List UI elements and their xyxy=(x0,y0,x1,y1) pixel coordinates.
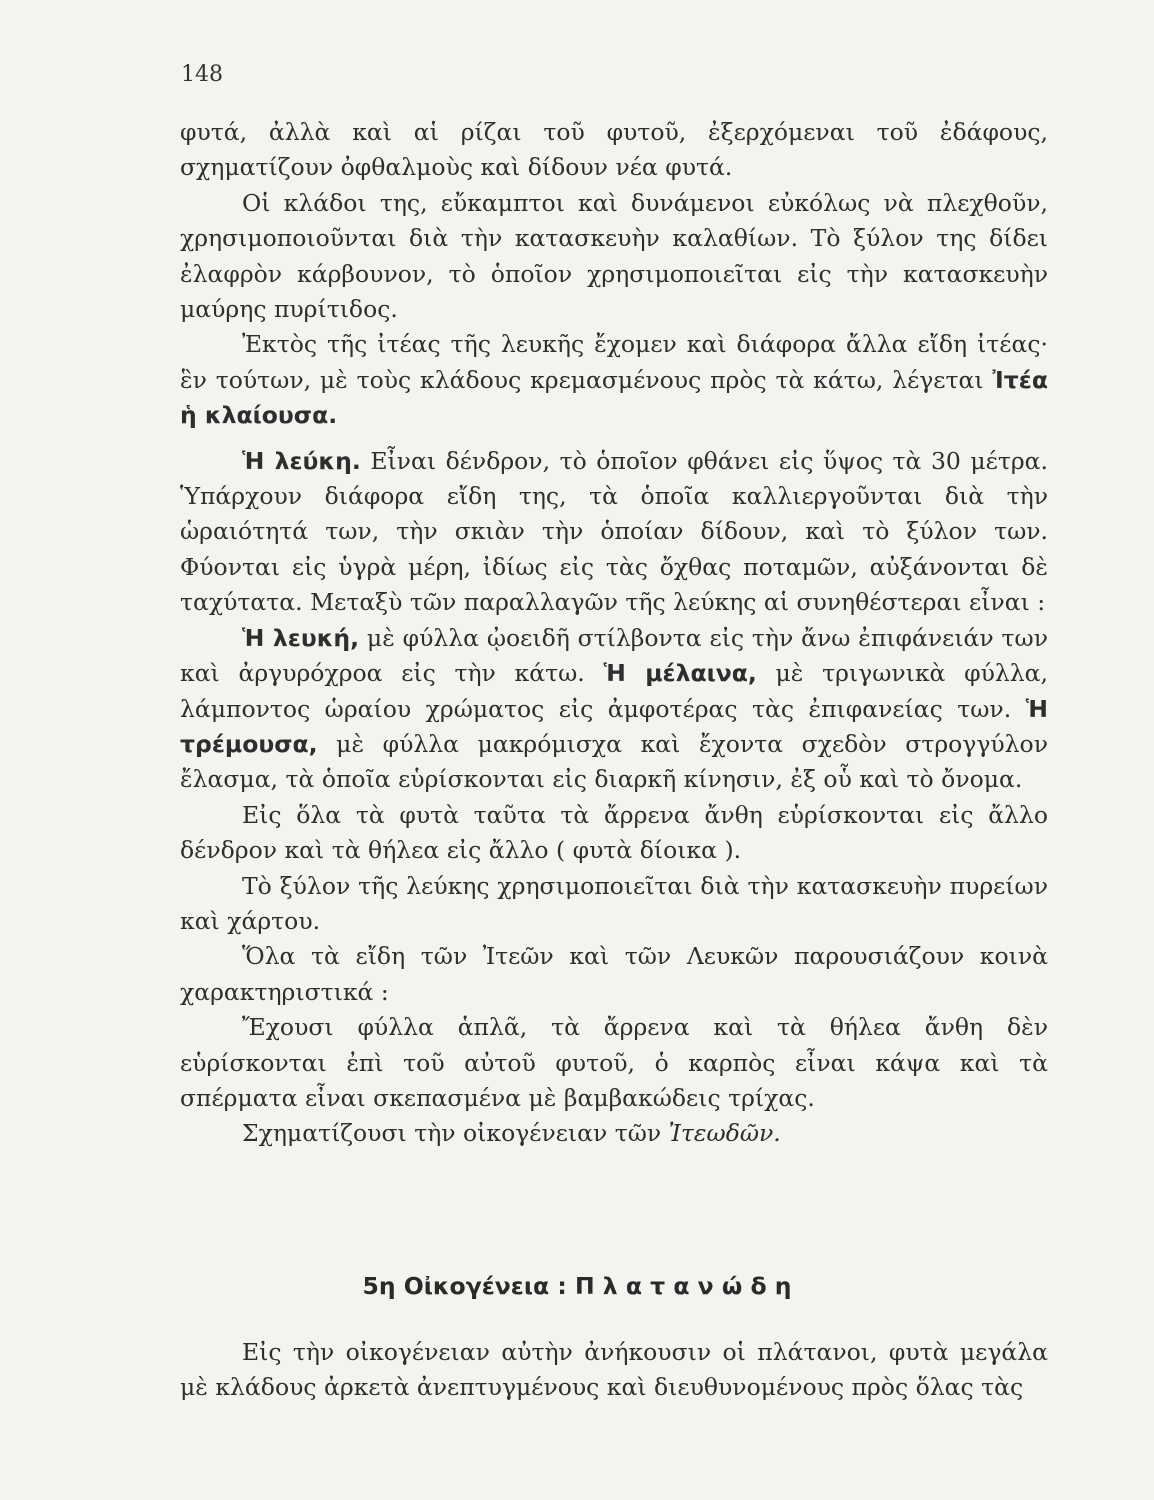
bold-term: Ἡ λεύκη. xyxy=(242,446,361,475)
text-run: Οἱ κλάδοι της, εὔκαμπτοι καὶ δυνάμενοι εὐκόλως νὰ πλεχθοῦν, χρησιμοποιοῦνται διὰ τὴν κατασκευὴν καλαθίων. Τὸ ξύλον της δίδει ἐλαφρὸν κάρβουνον, τὸ ὁποῖον χρησιμοποιεῖται εἰς τὴν κατασκευὴν μαύρης πυρίτιδος. xyxy=(180,188,1048,324)
text-run: φυτά, ἀλλὰ καὶ αἱ ρίζαι τοῦ φυτοῦ, ἐξερχόμεναι τοῦ ἐδάφους, σχηματίζουν ὀφθαλμοὺς καὶ δίδουν νέα φυτά. xyxy=(180,118,1048,182)
text-run: μὲ φύλλα ᾠοειδῆ στίλβοντα εἰς τὴν ἄνω ἐπιφάνειάν των καὶ ἀργυρόχροα εἰς τὴν κάτω. xyxy=(180,623,1048,688)
paragraph: Εἰς τὴν οἰκογένειαν αὐτὴν ἀνήκουσιν οἱ πλάτανοι, φυτὰ μεγάλα μὲ κλάδους ἀρκετὰ ἀνεπτυγμένους καὶ διευθυνομένους πρὸς ὅλας τὰς xyxy=(180,1338,1048,1402)
paragraph xyxy=(180,115,1048,186)
section-heading: 5η Οἰκογένεια : Π λ α τ α ν ώ δ η xyxy=(362,1272,792,1300)
paragraph xyxy=(180,939,1048,1010)
bold-term: Ἡ τρέμουσα, xyxy=(180,694,1048,758)
text-run: Τὸ ξύλον τῆς λεύκης χρησιμοποιεῖται διὰ τὴν κατασκευὴν πυρείων καὶ χάρτου. xyxy=(180,871,1048,935)
paragraph xyxy=(180,621,1048,798)
bold-term: Ἡ λευκή, xyxy=(242,623,360,652)
text-run: Σχηματίζουσι τὴν οἰκογένειαν τῶν xyxy=(242,1119,669,1148)
paragraph xyxy=(180,798,1048,869)
italic-term: Ἰτεωδῶν. xyxy=(668,1119,781,1148)
bold-term: Ἰτέα ἡ κλαίουσα. xyxy=(180,365,1048,430)
page-number: 148 xyxy=(181,62,223,87)
body-text-continued xyxy=(180,1335,1048,1406)
paragraph xyxy=(180,1010,1048,1116)
text-run: μὲ φύλλα μακρόμισχα καὶ ἔχοντα σχεδὸν στρογγύλον ἔλασμα, τὰ ὁποῖα εὑρίσκονται εἰς διαρκῆ κίνησιν, ἐξ οὗ καὶ τὸ ὄνομα. xyxy=(180,729,1048,794)
paragraph xyxy=(180,186,1048,328)
paragraph xyxy=(180,444,1048,621)
body-text xyxy=(180,115,1048,1152)
paragraph xyxy=(180,869,1048,940)
paragraph xyxy=(180,327,1048,433)
text-run: Εἶναι δένδρον, τὸ ὁποῖον φθάνει εἰς ὕψος τὰ 30 μέτρα. Ὑπάρχουν διάφορα εἴδη της, τὰ ὁποῖα καλλιεργοῦνται διὰ τὴν ὡραιότητά των, τὴν σκιὰν τὴν ὁποίαν δίδουν, καὶ τὸ ξύλον των. Φύονται εἰς ὑγρὰ μέρη, ἰδίως εἰς τὰς ὄχθας ποταμῶν, αὐξάνονται δὲ ταχύτατα. Μεταξὺ τῶν παραλλαγῶν τῆς λεύκης αἱ συνηθέστεραι εἶναι : xyxy=(180,446,1048,617)
text-run: μὲ τριγωνικὰ φύλλα, λάμποντος ὡραίου χρώματος εἰς ἀμφοτέρας τὰς ἐπιφανείας των. xyxy=(180,659,1048,723)
text-run: Ὅλα τὰ εἴδη τῶν Ἰτεῶν καὶ τῶν Λευκῶν παρουσιάζουν κοινὰ χαρακτηριστικά : xyxy=(180,942,1048,1006)
text-run: Ἐκτὸς τῆς ἰτέας τῆς λευκῆς ἔχομεν καὶ διάφορα ἄλλα εἴδη ἰτέας· ἓν τούτων, μὲ τοὺς κλάδους κρεμασμένους πρὸς τὰ κάτω, λέγεται xyxy=(180,330,1048,394)
bold-term: Ἡ μέλαινα, xyxy=(603,659,757,688)
text-run: Ἔχουσι φύλλα ἁπλᾶ, τὰ ἄρρενα καὶ τὰ θήλεα ἄνθη δὲν εὑρίσκονται ἐπὶ τοῦ αὐτοῦ φυτοῦ, ὁ καρπὸς εἶναι κάψα καὶ τὰ σπέρματα εἶναι σκεπασμένα μὲ βαμβακώδεις τρίχας. xyxy=(180,1013,1048,1112)
paragraph xyxy=(180,1116,1048,1151)
text-run: Εἰς ὅλα τὰ φυτὰ ταῦτα τὰ ἄρρενα ἄνθη εὑρίσκονται εἰς ἄλλο δένδρον καὶ τὰ θήλεα εἰς ἄλλο ( φυτὰ δίοικα ). xyxy=(180,800,1048,865)
